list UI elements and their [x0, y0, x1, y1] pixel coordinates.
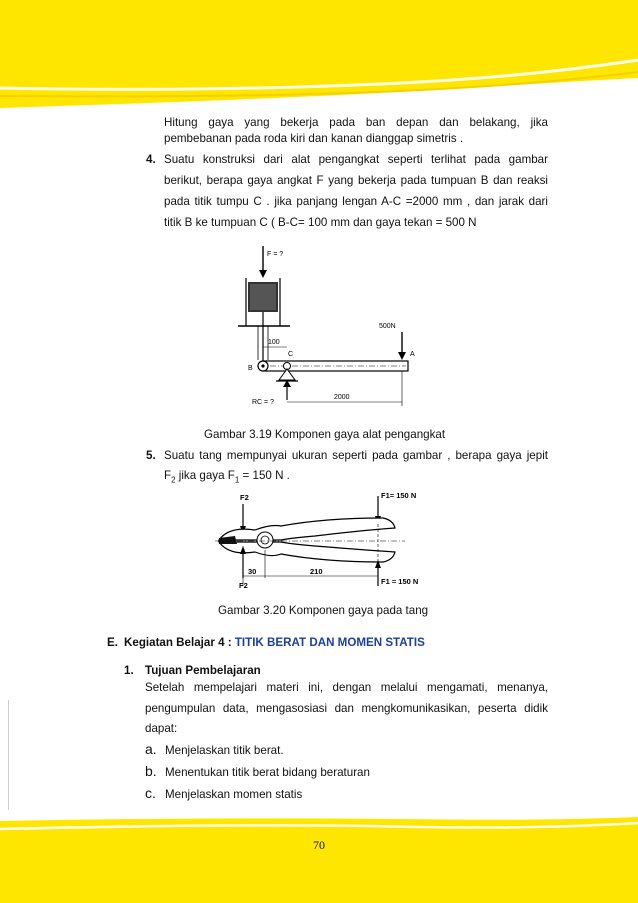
text-line-6: titik B ke tumpuan C ( B-C= 100 mm dan gaya tekan = 500 N — [164, 216, 477, 229]
label-100: 100 — [268, 339, 280, 346]
text-line-1: Hitung gaya yang bekerja pada ban depan dan belakang, jika — [164, 116, 548, 129]
label-a: A — [410, 351, 415, 358]
label-210: 210 — [310, 567, 323, 576]
subsection-title: Tujuan Pembelajaran — [145, 664, 261, 677]
label-f1-bottom: F1 = 150 N — [381, 577, 419, 586]
lifting-device-figure — [230, 242, 430, 412]
header-banner — [0, 0, 638, 110]
label-f2-bottom: F2 — [239, 581, 248, 590]
objective-para-1: Setelah mempelajari materi ini, dengan melalui mengamati, menanya, — [145, 681, 548, 694]
figure-1-caption: Gambar 3.19 Komponen gaya alat pengangkat — [204, 428, 446, 441]
section-letter: E. — [107, 636, 118, 649]
label-500n: 500N — [379, 323, 396, 330]
label-2000: 2000 — [334, 394, 350, 401]
label-rc: RC = ? — [252, 399, 274, 406]
text-line-4: berikut, berapa gaya angkat F yang bekerja pada tumpuan B dan reaksi — [164, 174, 548, 187]
pliers-figure — [215, 490, 445, 590]
label-f1-top: F1= 150 N — [381, 491, 417, 500]
label-30: 30 — [248, 567, 257, 576]
text-line-3: Suatu konstruksi dari alat pengangkat seperti terlihat pada gambar — [164, 153, 548, 166]
section-title: Kegiatan Belajar 4 : TITIK BERAT DAN MOMEN STATIS — [124, 636, 425, 649]
figure-2-caption: Gambar 3.20 Komponen gaya pada tang — [218, 604, 429, 617]
subsection-number: 1. — [124, 664, 134, 677]
text-line-5: pada titik tumpu C . jika panjang lengan A-C =2000 mm , dan jarak dari — [164, 195, 548, 208]
item5-line-1: Suatu tang mempunyai ukuran seperti pada gambar , berapa gaya jepit — [164, 449, 548, 462]
objective-item-c: c. Menjelaskan momen statis — [145, 785, 303, 801]
footer-banner — [0, 815, 638, 903]
item-number-4: 4. — [146, 153, 156, 166]
label-b: B — [248, 365, 253, 372]
objective-para-2: pengumpulan data, mengasosiasi dan mengkomunikasikan, peserta didik — [145, 702, 548, 715]
label-f2-top: F2 — [240, 493, 249, 502]
page-number: 70 — [313, 838, 325, 852]
margin-rule — [8, 700, 9, 810]
item-number-5: 5. — [146, 449, 156, 462]
objective-item-a: a. Menjelaskan titik berat. — [145, 741, 284, 757]
item5-line-2: $F_2$ jika gaya $F_1 = 150$ N . — [164, 469, 290, 485]
pliers-lower-handle — [219, 542, 395, 562]
objective-item-b: b. Menentukan titik berat bidang beraturan — [145, 763, 370, 779]
pliers-upper-handle — [219, 518, 395, 540]
label-f: F = ? — [267, 251, 284, 258]
text-line-2: pembebanan pada roda kiri dan kanan dianggap simetris . — [164, 132, 464, 145]
objective-para-3: dapat: — [145, 722, 178, 735]
label-c: C — [288, 351, 294, 358]
